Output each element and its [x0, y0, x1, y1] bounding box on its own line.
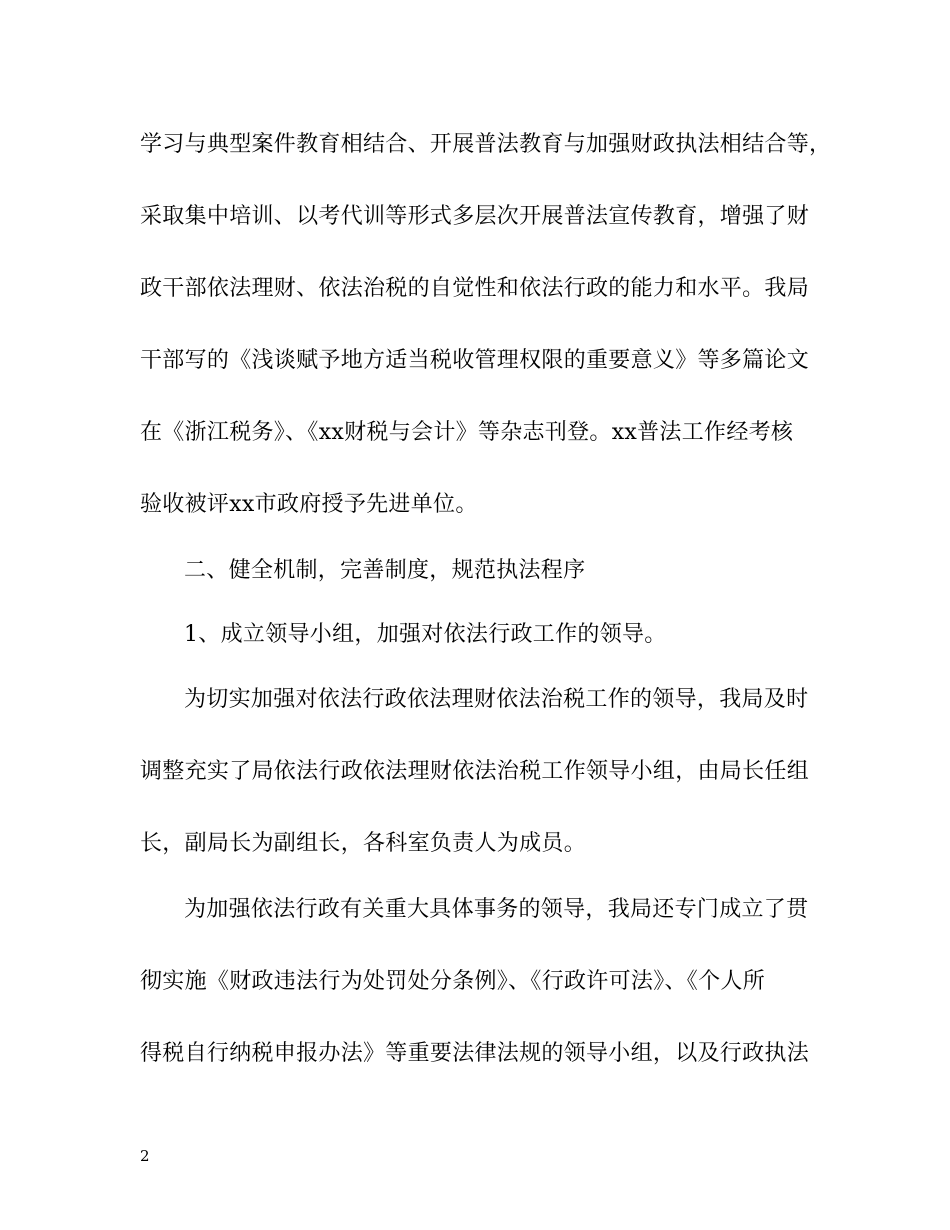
text-line: 在《浙江税务》、《xx财税与会计》等杂志刊登。xx普法工作经考核 — [140, 420, 794, 445]
text-line: 为切实加强对依法行政依法理财依法治税工作的领导，我局及时 — [184, 687, 809, 712]
text-line: 得税自行纳税申报办法》等重要法律法规的领导小组，以及行政执法 — [140, 1041, 810, 1066]
section-heading: 二、健全机制，完善制度，规范执法程序 — [184, 558, 586, 583]
text-line: 调整充实了局依法行政依法理财依法治税工作领导小组，由局长任组 — [140, 759, 810, 784]
text-line: 干部写的《浅谈赋予地方适当税收管理权限的重要意义》等多篇论文 — [140, 348, 810, 373]
text-line: 彻实施《财政违法行为处罚处分条例》、《行政许可法》、《个人所 — [140, 969, 766, 994]
text-line: 采取集中培训、以考代训等形式多层次开展普法宣传教育，增强了财 — [140, 204, 810, 229]
text-line: 政干部依法理财、依法治税的自觉性和依法行政的能力和水平。我局 — [140, 276, 810, 301]
text-line: 为加强依法行政有关重大具体事务的领导，我局还专门成立了贯 — [184, 897, 809, 922]
text-line: 验收被评xx市政府授予先进单位。 — [140, 492, 478, 517]
text-line: 学习与典型案件教育相结合、开展普法教育与加强财政执法相结合等， — [140, 132, 832, 157]
subsection-heading: 1、成立领导小组，加强对依法行政工作的领导。 — [184, 622, 667, 647]
text-line: 长，副局长为副组长，各科室负责人为成员。 — [140, 831, 587, 856]
page-number: 2 — [140, 1147, 150, 1165]
